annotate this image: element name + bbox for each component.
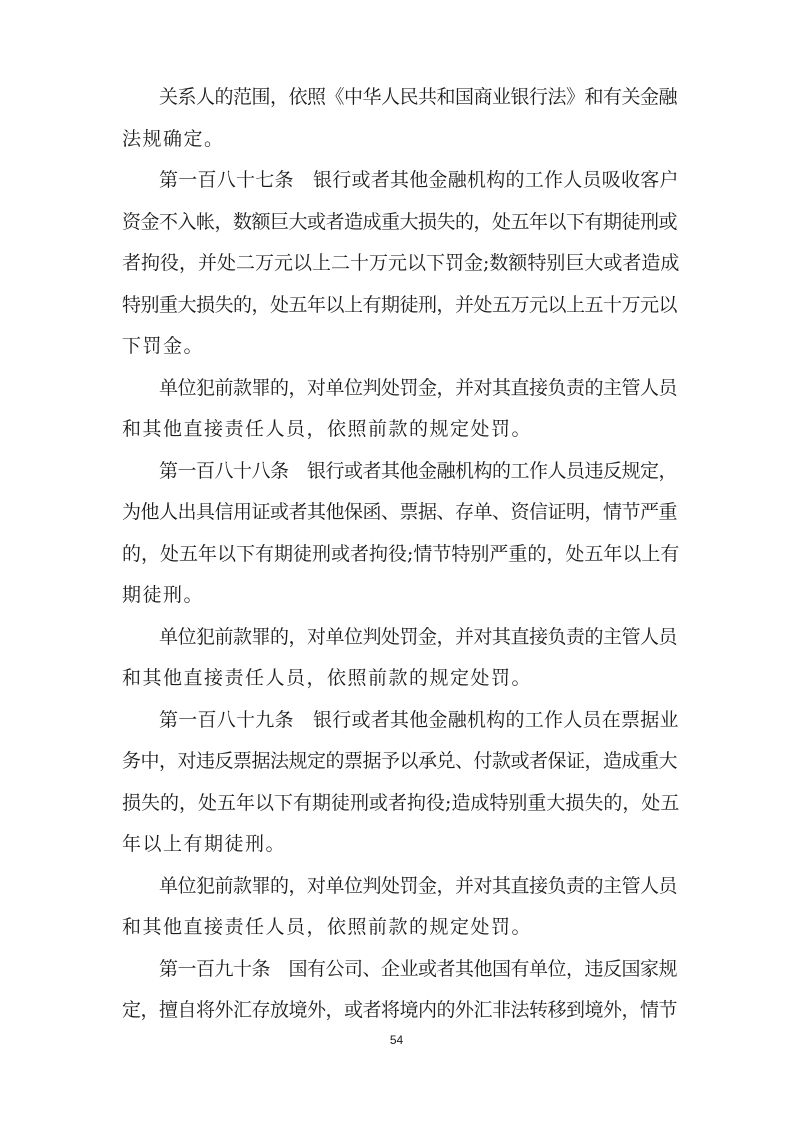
text-line: 损失的，处五年以下有期徒刑或者拘役;造成特别重大损失的，处五 <box>122 792 680 814</box>
text-line: 关系人的范围，依照《中华人民共和国商业银行法》和有关金融 <box>159 86 678 108</box>
text-line: 第一百八十七条 银行或者其他金融机构的工作人员吸收客户 <box>159 169 679 191</box>
text-line: 第一百八十九条 银行或者其他金融机构的工作人员在票据业 <box>159 709 679 731</box>
text-line: 和其他直接责任人员，依照前款的规定处罚。 <box>122 418 533 440</box>
text-line: 特别重大损失的，处五年以上有期徒刑，并处五万元以上五十万元以 <box>122 294 678 316</box>
text-line: 资金不入帐，数额巨大或者造成重大损失的，处五年以下有期徒刑或 <box>122 211 678 233</box>
text-line: 和其他直接责任人员，依照前款的规定处罚。 <box>122 667 533 689</box>
text-line: 单位犯前款罪的，对单位判处罚金，并对其直接负责的主管人员 <box>159 377 678 399</box>
text-line: 单位犯前款罪的，对单位判处罚金，并对其直接负责的主管人员 <box>159 875 678 897</box>
text-line: 第一百九十条 国有公司、企业或者其他国有单位，违反国家规 <box>159 958 678 980</box>
text-line: 年以上有期徒刑。 <box>122 833 287 855</box>
text-line: 下罚金。 <box>122 335 205 357</box>
text-line: 单位犯前款罪的，对单位判处罚金，并对其直接负责的主管人员 <box>159 626 678 648</box>
text-line: 为他人出具信用证或者其他保函、票据、存单、资信证明，情节严重 <box>122 501 678 523</box>
text-line: 第一百八十八条 银行或者其他金融机构的工作人员违反规定， <box>159 460 678 482</box>
text-line: 务中，对违反票据法规定的票据予以承兑、付款或者保证，造成重大 <box>122 750 678 772</box>
text-line: 和其他直接责任人员，依照前款的规定处罚。 <box>122 916 533 938</box>
text-line: 者拘役，并处二万元以上二十万元以下罚金;数额特别巨大或者造成 <box>122 252 680 274</box>
text-line: 期徒刑。 <box>122 584 205 606</box>
page-number: 54 <box>389 1033 404 1047</box>
text-line: 的，处五年以下有期徒刑或者拘役;情节特别严重的，处五年以上有 <box>122 543 680 565</box>
text-line: 法规确定。 <box>122 128 225 150</box>
text-line: 定，擅自将外汇存放境外，或者将境内的外汇非法转移到境外，情节 <box>122 999 678 1021</box>
